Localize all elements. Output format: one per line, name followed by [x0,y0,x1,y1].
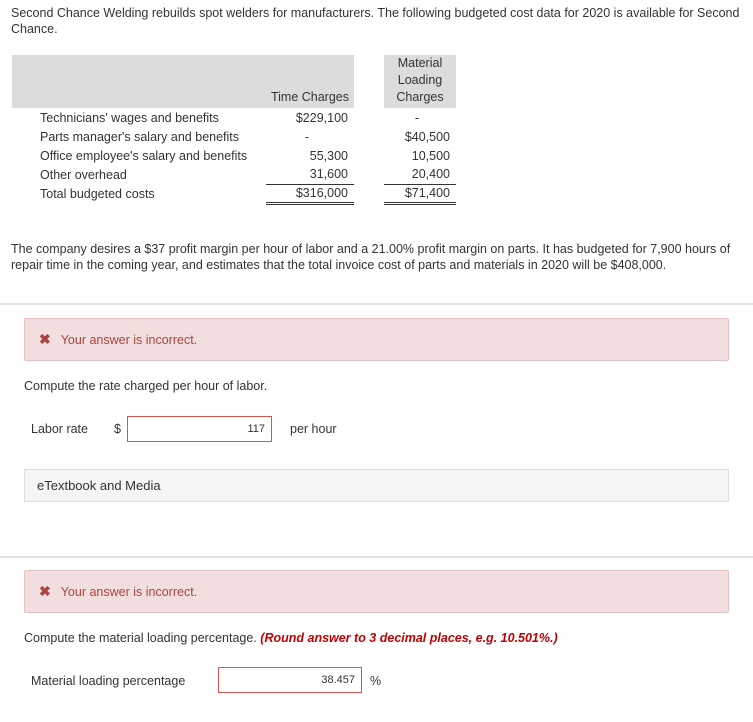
divider [0,556,753,558]
divider [0,303,753,305]
x-icon: ✖ [39,331,51,347]
percent-symbol: % [370,674,382,688]
header-time-charges: Time Charges [266,55,354,108]
incorrect-alert: ✖ Your answer is incorrect. [24,570,729,613]
table-row: Office employee's salary and benefits 55,300 10,500 [40,148,450,163]
table-row: Parts manager's salary and benefits - $40,500 [40,129,450,144]
etextbook-media-link[interactable]: eTextbook and Media [24,469,729,502]
currency-symbol: $ [114,422,121,436]
problem-paragraph: The company desires a $37 profit margin per hour of labor and a 21.00% profit margin on parts. It has budgeted for 7,900 hours of repair time in the coming year, and estimates that the total invoice cost of parts and materials in 2020 will be $408,000. [11,242,731,272]
table-row-total: Total budgeted costs $316,000 $71,400 [12,184,456,203]
question-material-loading: Compute the material loading percentage. (Round answer to 3 decimal places, e.g. 10.501%.) [24,631,558,645]
cost-table [12,55,456,205]
labor-rate-label: Labor rate [31,422,88,436]
table-row: Other overhead 31,600 20,400 [12,165,456,184]
labor-rate-input[interactable]: 117 [127,416,272,442]
table-row: Technicians' wages and benefits $229,100 - [40,110,420,125]
header-material-loading: Material Loading Charges [384,55,456,108]
labor-rate-unit: per hour [290,422,337,436]
material-loading-input[interactable]: 38.457 [218,667,362,693]
problem-intro: Second Chance Welding rebuilds spot welders for manufacturers. The following budgeted cost data for 2020 is available for Second Chance. [11,6,740,36]
question-labor-rate: Compute the rate charged per hour of labor. [24,379,268,393]
rounding-hint: (Round answer to 3 decimal places, e.g. 10.501%.) [260,631,558,645]
material-loading-label: Material loading percentage [31,674,186,688]
incorrect-alert: ✖ Your answer is incorrect. [24,318,729,361]
x-icon: ✖ [39,583,51,599]
